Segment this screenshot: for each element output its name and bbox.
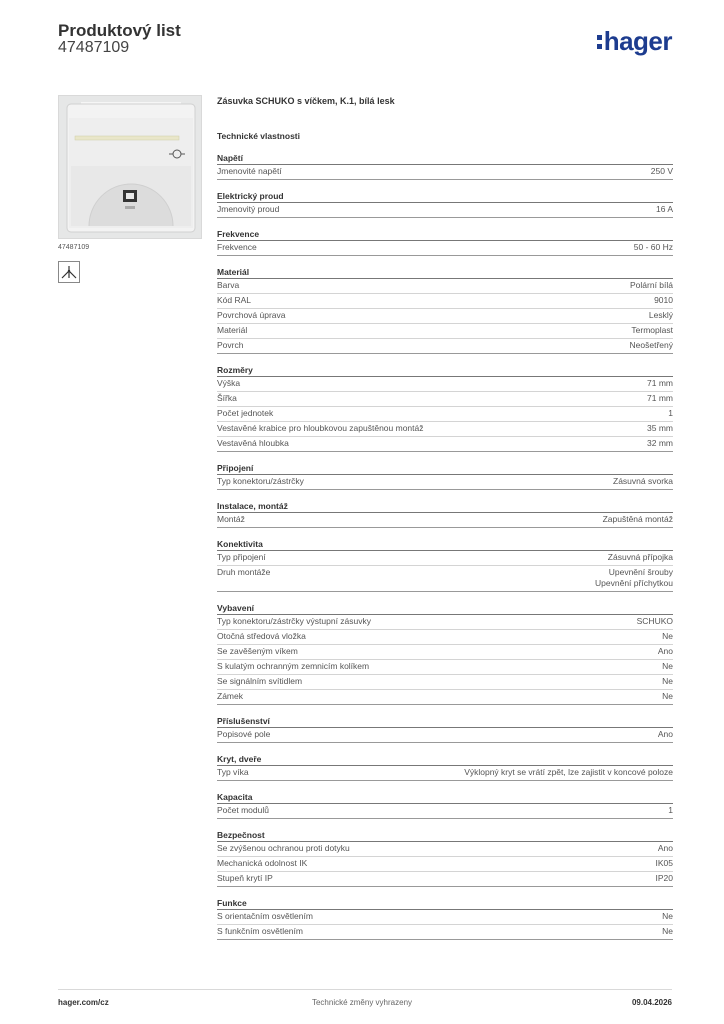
hager-logo[interactable] — [597, 26, 672, 56]
spec-value: Lesklý — [648, 310, 673, 320]
tech-heading: Technické vlastnosti — [217, 131, 300, 141]
spec-value: Termoplast — [631, 325, 673, 335]
section-gap — [217, 256, 673, 266]
spec-label: Otočná středová vložka — [217, 631, 306, 641]
section-heading: Připojení — [217, 462, 673, 475]
spec-row — [217, 422, 673, 437]
spec-value: Výklopný kryt se vrátí zpět, lze zajistit v koncové poloze — [464, 767, 673, 777]
spec-value: 250 V — [650, 166, 673, 176]
spec-value: Neošetřený — [629, 340, 673, 350]
spec-row — [217, 377, 673, 392]
spec-row — [217, 294, 673, 309]
section-heading: Příslušenství — [217, 715, 673, 728]
spec-label: Povrchová úprava — [217, 310, 286, 320]
spec-label: Montáž — [217, 514, 245, 524]
spec-row — [217, 645, 673, 660]
section-gap — [217, 490, 673, 500]
spec-label: Barva — [217, 280, 240, 290]
spec-label: Materiál — [217, 325, 248, 335]
terminal-connection-icon — [58, 261, 80, 283]
section-gap — [217, 592, 673, 602]
logo-dots-icon — [597, 26, 602, 49]
section-gap — [217, 743, 673, 753]
image-caption: 47487109 — [58, 244, 90, 251]
section-gap — [217, 452, 673, 462]
spec-label: Typ konektoru/zástrčky — [217, 476, 304, 486]
section-heading: Elektrický proud — [217, 190, 673, 203]
spec-value: Ne — [662, 911, 673, 921]
spec-value: Upevnění šrouby Upevnění příchytkou — [595, 567, 673, 588]
spec-value: 9010 — [654, 295, 673, 305]
spec-label: Vestavěná hloubka — [217, 438, 289, 448]
spec-row — [217, 309, 673, 324]
spec-row — [217, 842, 673, 857]
section-heading: Napětí — [217, 152, 673, 165]
spec-label: Popisové pole — [217, 729, 271, 739]
spec-value: IK05 — [655, 858, 673, 868]
spec-label: S kulatým ochranným zemnicím kolíkem — [217, 661, 370, 671]
spec-value: 71 mm — [647, 378, 673, 388]
spec-value: 16 A — [655, 204, 673, 214]
spec-row — [217, 241, 673, 256]
spec-value: Polární bílá — [630, 280, 673, 290]
section-gap — [217, 887, 673, 897]
spec-value: 50 - 60 Hz — [633, 242, 673, 252]
spec-row — [217, 925, 673, 940]
spec-row — [217, 728, 673, 743]
spec-value: 35 mm — [647, 423, 673, 433]
section-gap — [217, 354, 673, 364]
spec-label: Typ konektoru/zástrčky výstupní zásuvky — [217, 616, 372, 626]
spec-row — [217, 766, 673, 781]
section-heading: Materiál — [217, 266, 673, 279]
section-heading: Kryt, dveře — [217, 753, 673, 766]
spec-label: Typ víka — [217, 767, 249, 777]
section-heading: Bezpečnost — [217, 829, 673, 842]
spec-value: Ne — [662, 691, 673, 701]
footer-website[interactable]: hager.com/cz — [58, 998, 109, 1007]
product-code: 47487109 — [58, 39, 130, 56]
spec-row — [217, 437, 673, 452]
spec-value: Ne — [662, 631, 673, 641]
spec-row — [217, 392, 673, 407]
spec-value: Ano — [657, 729, 673, 739]
spec-row — [217, 615, 673, 630]
section-gap — [217, 705, 673, 715]
spec-label: Vestavěné krabice pro hloubkovou zapuštěnou montáž — [217, 423, 424, 433]
spec-label: Mechanická odolnost IK — [217, 858, 308, 868]
spec-label: Frekvence — [217, 242, 257, 252]
section-heading: Rozměry — [217, 364, 673, 377]
spec-value: Ne — [662, 661, 673, 671]
spec-label: Povrch — [217, 340, 244, 350]
spec-label: Se zavěšeným víkem — [217, 646, 298, 656]
spec-label: S orientačním osvětlením — [217, 911, 313, 921]
product-image — [58, 95, 202, 239]
section-heading: Funkce — [217, 897, 673, 910]
spec-row — [217, 804, 673, 819]
spec-value: 71 mm — [647, 393, 673, 403]
spec-value: Ne — [662, 926, 673, 936]
section-heading: Instalace, montáž — [217, 500, 673, 513]
spec-value: Ano — [657, 843, 673, 853]
spec-label: Výška — [217, 378, 241, 388]
spec-value: SCHUKO — [636, 616, 673, 626]
spec-label: Kód RAL — [217, 295, 252, 305]
spec-row — [217, 551, 673, 566]
spec-value: Ne — [662, 676, 673, 686]
spec-value: Zapuštěná montáž — [602, 514, 673, 524]
spec-value: 32 mm — [647, 438, 673, 448]
spec-row — [217, 513, 673, 528]
spec-row — [217, 324, 673, 339]
spec-row — [217, 630, 673, 645]
section-gap — [217, 180, 673, 190]
spec-label: Se zvýšenou ochranou proti dotyku — [217, 843, 350, 853]
spec-label: Zámek — [217, 691, 243, 701]
spec-label: Jmenovitý proud — [217, 204, 280, 214]
spec-label: Šířka — [217, 393, 237, 403]
spec-label: Stupeň krytí IP — [217, 873, 273, 883]
spec-row — [217, 165, 673, 180]
section-heading: Kapacita — [217, 791, 673, 804]
spec-label: Počet jednotek — [217, 408, 274, 418]
spec-row — [217, 857, 673, 872]
spec-label: S funkčním osvětlením — [217, 926, 303, 936]
product-title: Zásuvka SCHUKO s víčkem, K.1, bílá lesk — [217, 96, 395, 106]
spec-label: Typ připojení — [217, 552, 266, 562]
spec-row — [217, 566, 673, 592]
spec-label: Jmenovité napětí — [217, 166, 282, 176]
spec-value: Zásuvná přípojka — [607, 552, 673, 562]
spec-row — [217, 690, 673, 705]
page-title: Produktový list — [58, 21, 181, 40]
footer-date: 09.04.2026 — [631, 998, 672, 1007]
spec-row — [217, 339, 673, 354]
spec-label: Počet modulů — [217, 805, 269, 815]
spec-row — [217, 660, 673, 675]
footer-divider — [58, 989, 672, 990]
socket-illustration — [59, 96, 202, 239]
section-heading: Konektivita — [217, 538, 673, 551]
spec-row — [217, 910, 673, 925]
spec-row — [217, 872, 673, 887]
spec-sections — [217, 152, 673, 940]
footer-notice: Technické změny vyhrazeny — [311, 998, 413, 1007]
section-gap — [217, 218, 673, 228]
spec-value: IP20 — [655, 873, 673, 883]
spec-value: 1 — [668, 408, 673, 418]
spec-value: 1 — [668, 805, 673, 815]
spec-value: Ano — [657, 646, 673, 656]
section-gap — [217, 528, 673, 538]
spec-row — [217, 279, 673, 294]
logo-text: hager — [603, 26, 672, 56]
section-heading: Frekvence — [217, 228, 673, 241]
section-gap — [217, 781, 673, 791]
section-gap — [217, 819, 673, 829]
spec-label: Druh montáže — [217, 567, 271, 577]
section-heading: Vybavení — [217, 602, 673, 615]
spec-row — [217, 203, 673, 218]
spec-label: Se signálním svítidlem — [217, 676, 303, 686]
spec-row — [217, 675, 673, 690]
spec-row — [217, 475, 673, 490]
spec-content — [217, 95, 673, 940]
spec-value: Zásuvná svorka — [613, 476, 673, 486]
spec-row — [217, 407, 673, 422]
